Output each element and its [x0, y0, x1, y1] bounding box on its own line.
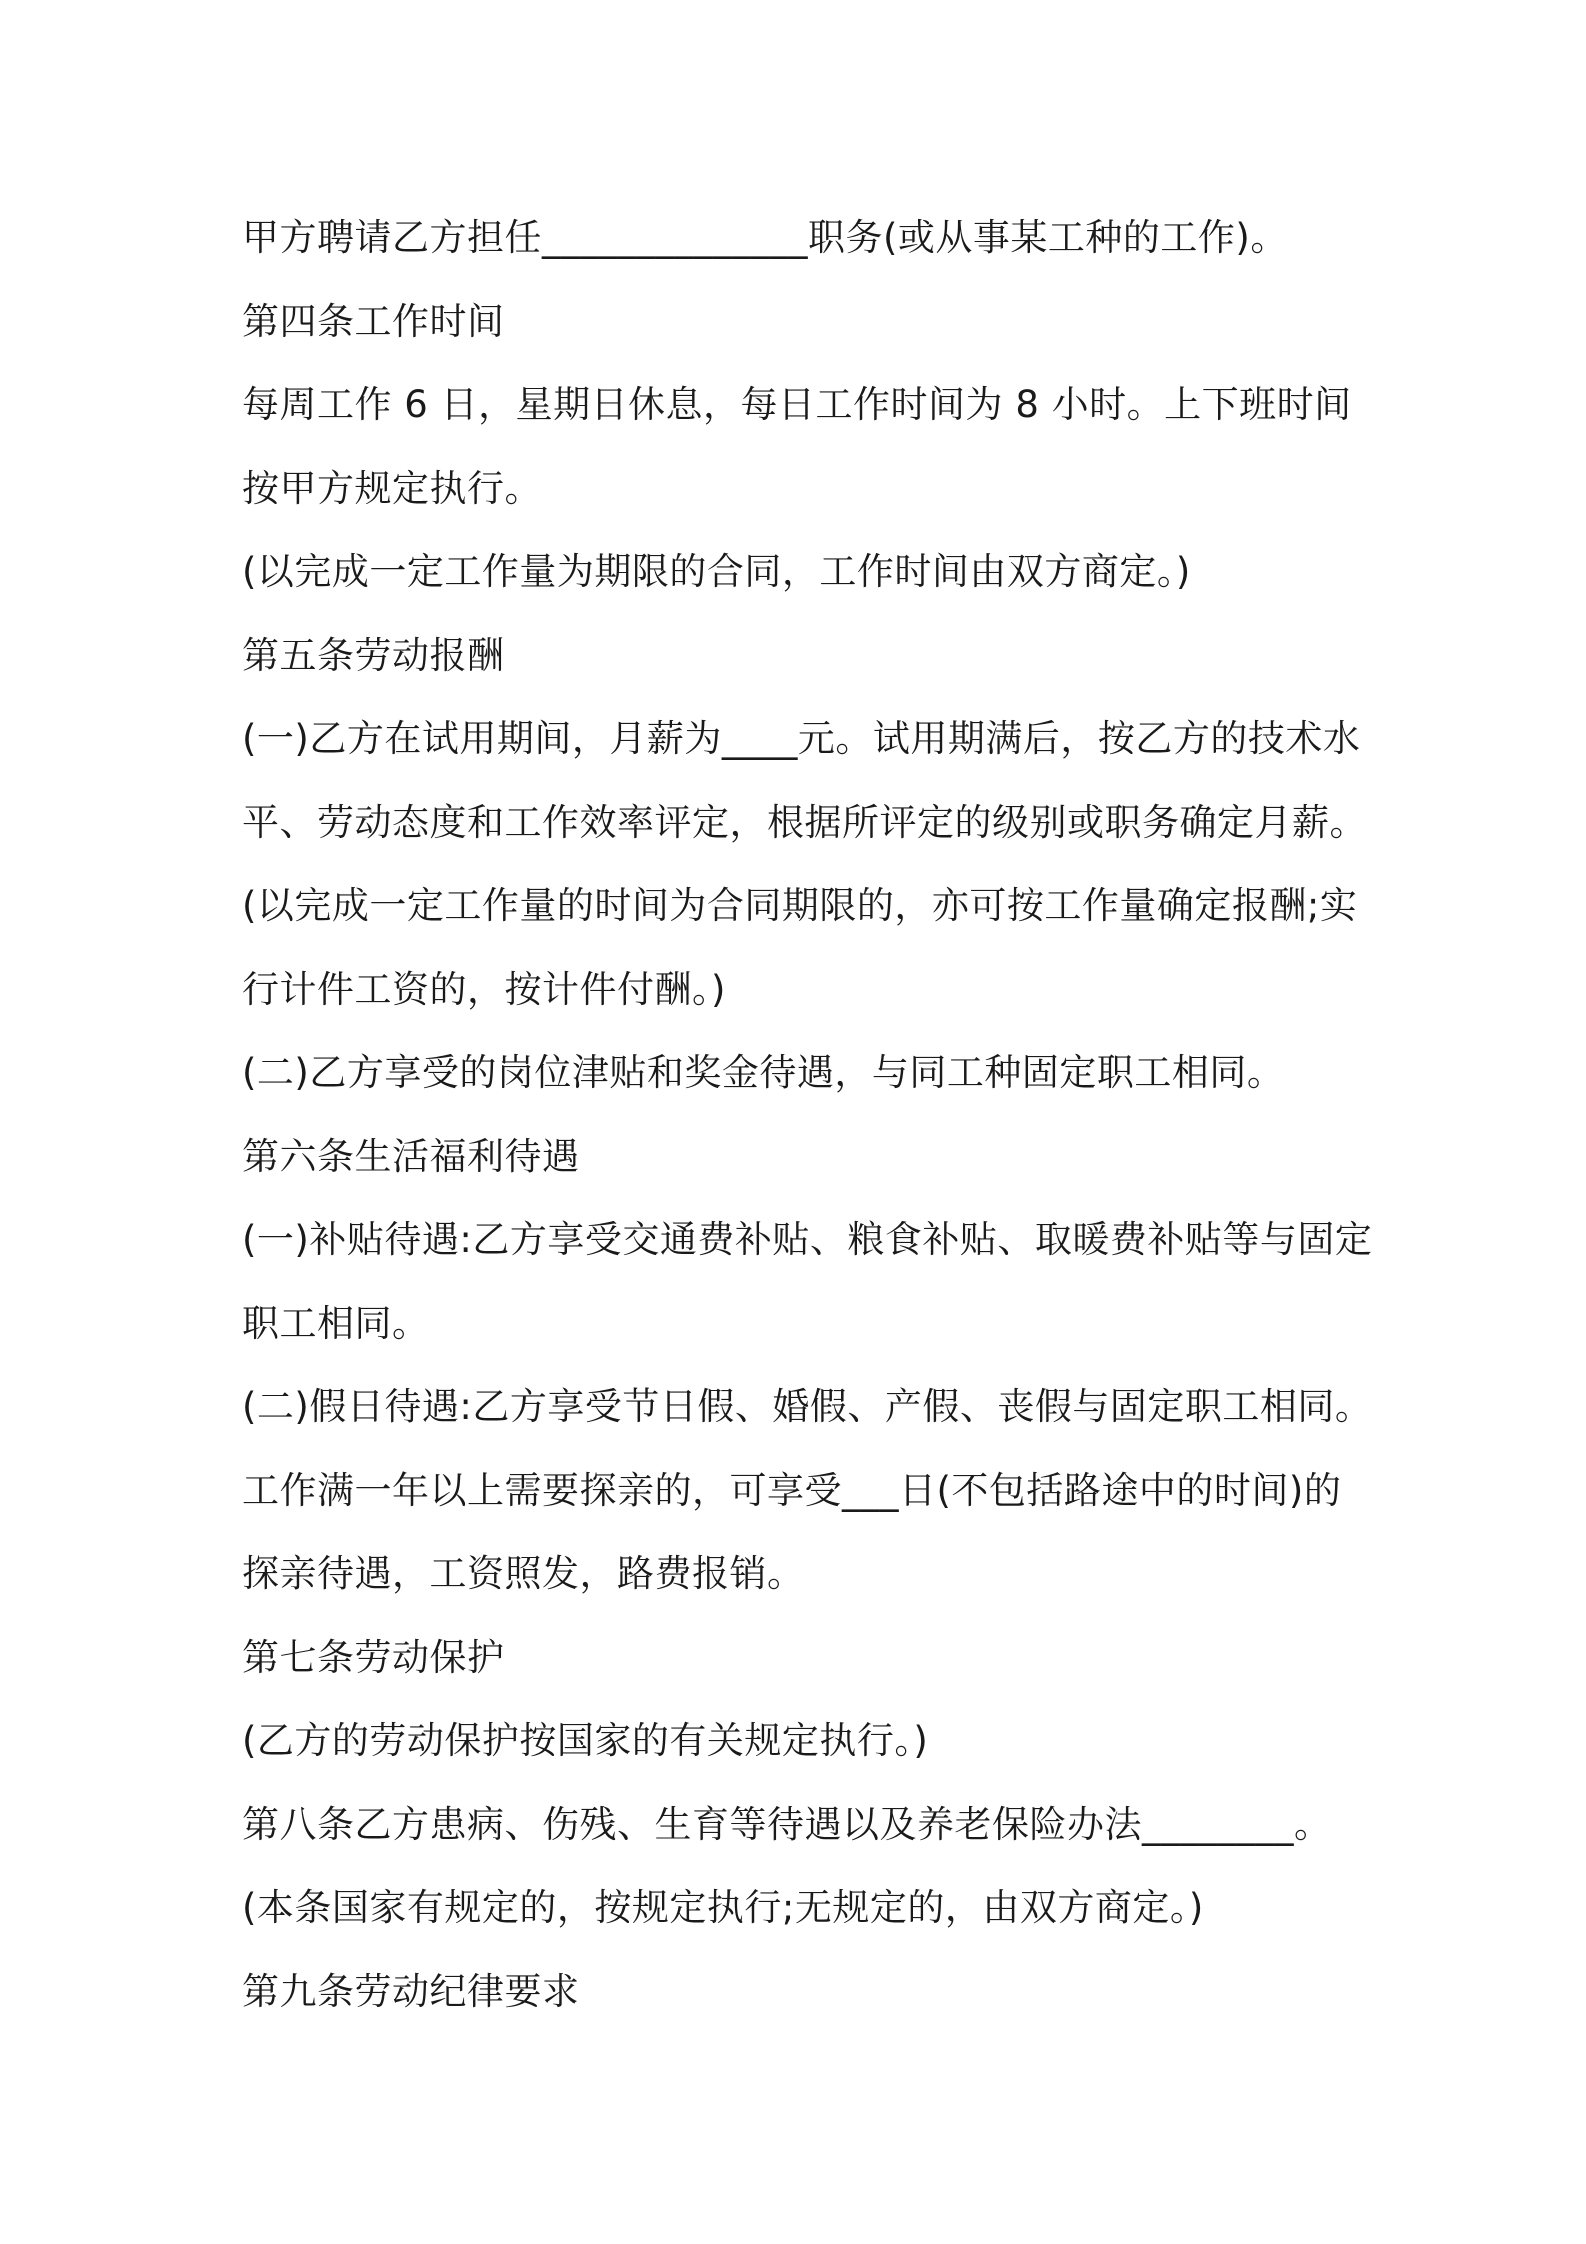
document-body [242, 196, 1373, 2033]
section-heading: 第九条劳动纪律要求 [242, 1969, 580, 2013]
text-line: 按甲方规定执行。 [242, 466, 542, 510]
section-heading: 第六条生活福利待遇 [242, 1134, 580, 1178]
text-line: 工作满一年以上需要探亲的，可享受___日(不包括路途中的时间)的 [242, 1468, 1342, 1512]
text-line: 每周工作 6 日，星期日休息，每日工作时间为 8 小时。上下班时间 [242, 383, 1352, 426]
section-heading: 第七条劳动保护 [242, 1635, 505, 1679]
text-line: 平、劳动态度和工作效率评定，根据所评定的级别或职务确定月薪。 [242, 800, 1367, 844]
text-line: 行计件工资的，按计件付酬。) [242, 967, 726, 1011]
section-heading: 第八条乙方患病、伤残、生育等待遇以及养老保险办法________。 [242, 1802, 1332, 1846]
text-line: 探亲待遇，工资照发，路费报销。 [242, 1552, 805, 1595]
text-line: (以完成一定工作量的时间为合同期限的，亦可按工作量确定报酬;实 [242, 884, 1358, 927]
text-line: (以完成一定工作量为期限的合同，工作时间由双方商定。) [242, 550, 1191, 593]
section-heading: 第四条工作时间 [242, 299, 505, 343]
text-line: (二)假日待遇:乙方享受节日假、婚假、产假、丧假与固定职工相同。 [242, 1385, 1373, 1428]
text-line: (一)乙方在试用期间，月薪为____元。试用期满后，按乙方的技术水 [242, 717, 1361, 760]
text-line: (本条国家有规定的，按规定执行;无规定的，由双方商定。) [242, 1886, 1204, 1929]
text-line: (乙方的劳动保护按国家的有关规定执行。) [242, 1719, 929, 1762]
text-line: (一)补贴待遇:乙方享受交通费补贴、粮食补贴、取暖费补贴等与固定 [242, 1218, 1373, 1261]
text-line: (二)乙方享受的岗位津贴和奖金待遇，与同工种固定职工相同。 [242, 1051, 1285, 1094]
section-heading: 第五条劳动报酬 [242, 633, 505, 677]
text-line: 职工相同。 [242, 1301, 430, 1345]
text-line: 甲方聘请乙方担任______________职务(或从事某工种的工作)。 [242, 216, 1288, 259]
